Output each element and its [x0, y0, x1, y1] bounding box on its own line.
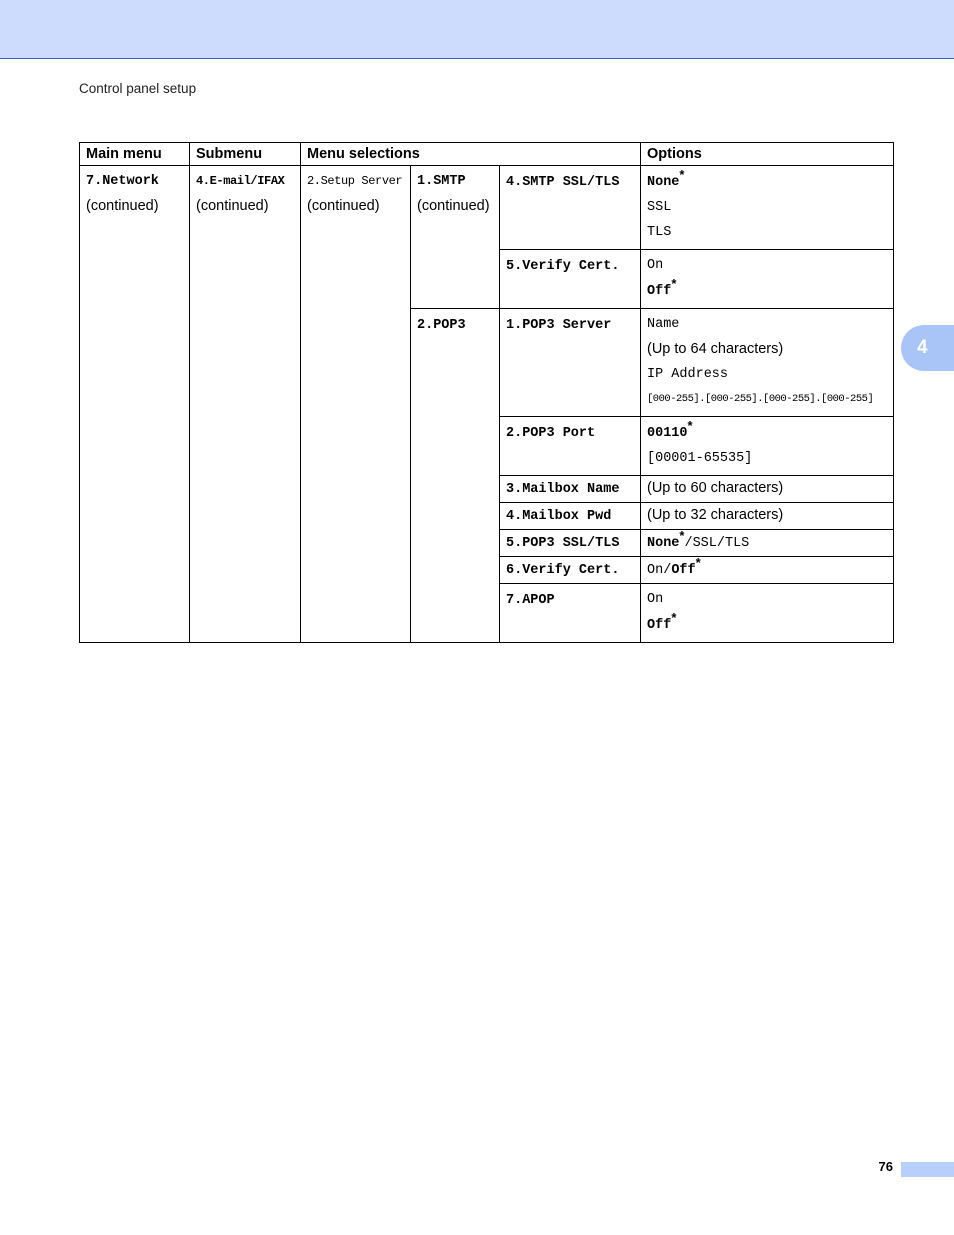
option-name-limit: (Up to 64 characters)	[647, 341, 784, 357]
submenu-label: 4.E-mail/IFAX	[196, 174, 285, 188]
option-port-default: 00110	[647, 426, 688, 441]
default-marker: *	[679, 167, 685, 183]
option-ssl-tls: /SSL/TLS	[684, 536, 750, 551]
option-mailbox-pwd-limit: (Up to 32 characters)	[647, 507, 784, 523]
pop3-verify-label: 6.Verify Cert.	[506, 563, 620, 578]
option-off-default: Off	[671, 563, 696, 578]
apop-label: 7.APOP	[506, 593, 555, 608]
option-ip-address: IP Address	[647, 367, 729, 382]
option-name: Name	[647, 317, 680, 332]
header-submenu: Submenu	[190, 143, 301, 166]
selection1-cell	[301, 166, 411, 643]
option-ssl: SSL	[647, 200, 672, 215]
option-port-range: [00001-65535]	[647, 451, 753, 466]
default-marker: *	[687, 418, 693, 434]
default-marker: *	[695, 555, 701, 571]
smtp-ssl-tls-label: 4.SMTP SSL/TLS	[506, 175, 620, 190]
smtp-verify-options	[641, 250, 894, 309]
default-marker: *	[671, 610, 677, 626]
pop3-verify-options	[641, 557, 894, 584]
pop3-ssl-tls-cell	[500, 530, 641, 557]
header-menu-selections: Menu selections	[301, 143, 641, 166]
settings-table	[79, 142, 894, 643]
selection1-label: 2.Setup Server	[307, 174, 403, 188]
continued-label: (continued)	[307, 198, 380, 214]
smtp-ssl-tls-options	[641, 166, 894, 250]
default-marker: *	[679, 528, 685, 544]
continued-label: (continued)	[417, 198, 490, 214]
option-on: On/	[647, 563, 672, 578]
header-main-menu: Main menu	[80, 143, 190, 166]
main-menu-cell	[80, 166, 190, 643]
option-none-default: None	[647, 536, 680, 551]
footer-bar	[901, 1162, 954, 1177]
option-mailbox-name-limit: (Up to 60 characters)	[647, 480, 784, 496]
smtp-verify-cell	[500, 250, 641, 309]
mailbox-name-label: 3.Mailbox Name	[506, 482, 620, 497]
option-on: On	[647, 258, 664, 273]
pop3-cell	[411, 309, 500, 643]
continued-label: (continued)	[196, 198, 269, 214]
option-tls: TLS	[647, 225, 672, 240]
smtp-verify-label: 5.Verify Cert.	[506, 259, 620, 274]
pop3-ssl-tls-options	[641, 530, 894, 557]
option-ip-range: [000-255].[000-255].[000-255].[000-255]	[647, 393, 874, 405]
chapter-tab[interactable]: 4	[901, 325, 954, 371]
apop-cell	[500, 584, 641, 643]
apop-options	[641, 584, 894, 643]
pop3-port-options	[641, 417, 894, 476]
header-options: Options	[641, 143, 894, 166]
section-title: Control panel setup	[79, 81, 197, 96]
main-menu-label: 7.Network	[86, 174, 159, 189]
table-row	[80, 166, 894, 250]
mailbox-pwd-options	[641, 503, 894, 530]
mailbox-pwd-label: 4.Mailbox Pwd	[506, 509, 612, 524]
option-on: On	[647, 592, 664, 607]
table-header-row	[80, 143, 894, 166]
mailbox-name-cell	[500, 476, 641, 503]
pop3-server-label: 1.POP3 Server	[506, 318, 612, 333]
mailbox-pwd-cell	[500, 503, 641, 530]
option-none-default: None	[647, 175, 680, 190]
pop3-server-cell	[500, 309, 641, 417]
mailbox-name-options	[641, 476, 894, 503]
pop3-verify-cell	[500, 557, 641, 584]
option-off-default: Off	[647, 284, 672, 299]
continued-label: (continued)	[86, 198, 159, 214]
pop3-port-label: 2.POP3 Port	[506, 426, 596, 441]
smtp-label: 1.SMTP	[417, 174, 466, 189]
pop3-ssl-tls-label: 5.POP3 SSL/TLS	[506, 536, 620, 551]
submenu-cell	[190, 166, 301, 643]
pop3-label: 2.POP3	[417, 318, 466, 333]
smtp-cell	[411, 166, 500, 309]
page-number: 76	[878, 1159, 893, 1174]
option-off-default: Off	[647, 618, 672, 633]
top-header-band	[0, 0, 954, 59]
pop3-server-options	[641, 309, 894, 417]
default-marker: *	[671, 276, 677, 292]
pop3-port-cell	[500, 417, 641, 476]
smtp-ssl-tls-cell	[500, 166, 641, 250]
